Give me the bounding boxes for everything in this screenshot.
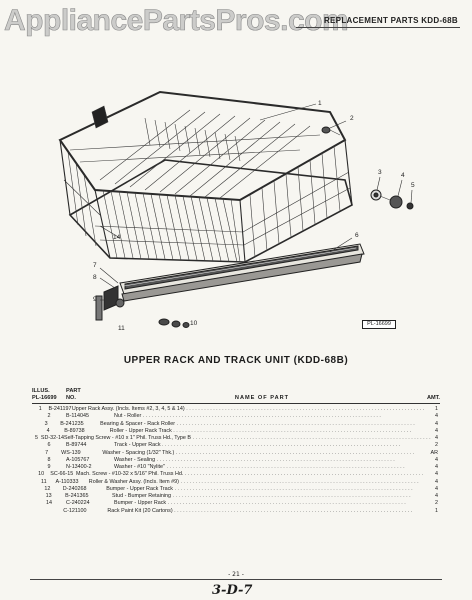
illus-cell: 4 [46, 427, 50, 434]
illus-header: ILLUS. [32, 388, 50, 394]
callout-10: 10 [190, 320, 198, 327]
table-row [32, 471, 440, 478]
illus-cell: 2 [47, 413, 51, 420]
callout-6: 6 [355, 232, 359, 239]
table-row [32, 450, 440, 457]
part-name-cell [64, 435, 431, 442]
part-number-cell: A-110333 [55, 478, 79, 485]
part-name-text: Bumper - Upper Rack Track [106, 485, 174, 492]
part-name-text: Washer - #10 "Nylite" [114, 464, 165, 470]
part-number-cell: N-13400-2 [66, 464, 92, 470]
amount-cell: 4 [434, 493, 438, 499]
amount-cell: 4 [435, 427, 438, 434]
amount-cell: 4 [435, 456, 438, 463]
rack-wires [64, 106, 350, 262]
illus-cell: 9 [47, 464, 51, 470]
table-row [32, 435, 440, 442]
amount-cell: AR [430, 449, 438, 456]
illus-cell: 13 [45, 493, 52, 499]
amount-cell: 4 [435, 413, 438, 420]
amount-cell: 4 [435, 471, 438, 478]
part-name-text: Bumper - Upper Rack [114, 500, 167, 507]
dot-leader: . . . . . . . . . . . . . . . . . . . . . . . . . . . . . . . . . . . . . . . . . . . . . . . . . . . . . . . . . . . . . . . . . . . . . . . . . . . . . . . . [172, 507, 413, 514]
part-number-cell: A-105767 [66, 456, 90, 463]
part-number-cell: B-241197 [48, 406, 72, 412]
dot-leader: . . . . . . . . . . . . . . . . . . . . . . . . . . . . . . . . . . . . . . . . . . . . . . . . . . . . . . . . . . . . . . . . . . . . . . . . . . . . . . . . [175, 420, 415, 427]
part-number-cell: D-240268 [62, 485, 87, 492]
callout-1: 1 [318, 100, 322, 107]
illus-cell: 10 [38, 471, 45, 478]
part-name-text: Track - Upper Rack [114, 442, 161, 449]
callout-9: 9 [93, 296, 97, 303]
illus-cell: 5 [34, 435, 38, 441]
dot-leader: . . . . . . . . . . . . . . . . . . . . . . . . . . . . . . . . . . . . . . . . . . . . . . . . . . . . . . . . . . . . . . . . . . . . . . . . . . . . . . . . [164, 464, 405, 470]
amount-cell: 1 [435, 406, 438, 412]
figure-tag: PL-16699 [362, 320, 396, 329]
table-row [32, 479, 440, 486]
dot-leader: . . . . . . . . . . . . . . . . . . . . . . . . . . . . . . . . . . . . . . . . . . . . . . . . . . . . . . . . . . . . . . . . . . . . . . . . . . . . . . . . [141, 413, 381, 420]
part-name-text: Washer - Sealing [114, 456, 156, 463]
part-name-text: Nut - Roller [114, 413, 142, 420]
dot-leader: . . . . . . . . . . . . . . . . . . . . . . . . . . . . . . . . . . . . . . . . . . . . . . . . . . . . . . . . . . . . . . . . . . . . . . . . . . . . . . . . [171, 427, 412, 434]
dot-leader: . . . . . . . . . . . . . . . . . . . . . . . . . . . . . . . . . . . . . . . . . . . . . . . . . . . . . . . . . . . . . . . . . . . . . . . . . . . . . . . . [155, 456, 395, 463]
illus-cell: 6 [47, 442, 51, 449]
upper-rack-track [120, 244, 364, 301]
part-name-cell [76, 471, 423, 478]
callout-14: 14 [113, 234, 121, 241]
part-number-cell: WS-139 [61, 449, 81, 456]
amount-cell: 1 [435, 507, 438, 514]
part-name-text: Mach. Screw - #10-32 x 5/16" Phil. Truss Hd. [75, 471, 184, 478]
part-number-cell: SC-66-15 [50, 471, 74, 478]
dot-leader: . . . . . . . . . . . . . . . . . . . . . . . . . . . . . . . . . . . . . . . . . . . . . . . . . . . . . . . . . . . . . . . . . . . . . . . . . . . . . . . . [184, 406, 425, 412]
illus-cell [32, 508, 63, 515]
amt-header: AMT. [426, 395, 440, 401]
illus-cell: 1 [38, 406, 42, 412]
part-name-cell [112, 493, 411, 500]
part-name-cell [110, 428, 412, 435]
part-number-cell: C-121100 [63, 507, 87, 514]
part-name-cell [100, 421, 415, 428]
handwritten-page-mark: 3-D-7 [212, 583, 253, 598]
part-header: PART [66, 388, 81, 394]
name-header: NAME OF PART [234, 395, 290, 401]
part-name-cell [114, 464, 410, 471]
amount-cell: 2 [435, 500, 438, 507]
dot-leader: . . . . . . . . . . . . . . . . . . . . . . . . . . . . . . . . . . . . . . . . . . . . . . . . . . . . . . . . . . . . . . . . . . . . . . . . . . . . . . . . [183, 471, 423, 478]
amount-cell: 4 [435, 464, 438, 470]
illus-cell: 7 [45, 449, 49, 456]
part-name-cell [107, 508, 412, 515]
footer-rule [30, 579, 442, 580]
part-name-cell [106, 486, 412, 493]
dot-leader: . . . . . . . . . . . . . . . . . . . . . . . . . . . . . . . . . . . . . . . . . . . . . . . . . . . . . . . . . . . . . . . . . . . . . . . . . . . . . . . . [160, 442, 401, 449]
part-number-cell: B-114045 [66, 413, 89, 420]
part-name-cell [114, 413, 410, 420]
part-name-text: Stud - Bumper Retaining [112, 493, 172, 499]
callout-3: 3 [378, 169, 382, 176]
callout-8: 8 [93, 274, 97, 281]
header-underline [32, 403, 440, 404]
table-row [32, 508, 440, 515]
table-row [32, 500, 440, 507]
illus-cell: 11 [40, 478, 47, 485]
illus-cell: 3 [44, 420, 48, 427]
callout-11: 11 [118, 325, 125, 332]
amount-cell: 4 [435, 420, 438, 427]
part-number-cell: B-89738 [64, 427, 85, 434]
amount-cell: 4 [435, 478, 438, 485]
parts-header-row-2 [32, 395, 440, 402]
dot-leader: . . . . . . . . . . . . . . . . . . . . . . . . . . . . . . . . . . . . . . . . . . . . . . . . . . . . . . . . . . . . . . . . . . . . . . . . . . . . . . . . [191, 435, 431, 441]
table-row [32, 421, 440, 428]
amount-cell: 4 [435, 485, 438, 492]
illus-cell: 14 [46, 500, 52, 507]
table-row [32, 413, 440, 420]
part-name-text: Self-Tapping Screw - #10 x 1" Phil. Truss Hd., Type B [63, 435, 192, 441]
table-row [32, 486, 440, 493]
illus-cell: 12 [44, 485, 51, 492]
roller-hardware [322, 127, 413, 209]
part-number-cell: B-241365 [65, 493, 89, 499]
parts-rows [32, 406, 440, 515]
part-number-cell: C-240224 [66, 500, 90, 507]
part-number-cell: B-241235 [60, 420, 84, 427]
part-name-text: Upper Rack Assy. (Incls. Items #2, 3, 4, 5 & 14) [71, 406, 185, 412]
illus-cell: 8 [47, 456, 51, 463]
part-name-text: Rack Paint Kit (20 Cartons) [107, 507, 173, 514]
dot-leader: . . . . . . . . . . . . . . . . . . . . . . . . . . . . . . . . . . . . . . . . . . . . . . . . . . . . . . . . . . . . . . . . . . . . . . . . . . . . . . . . [173, 485, 413, 492]
part-name-text: Roller & Washer Assy. (Incls. Item #9) [88, 478, 179, 485]
part-name-cell [89, 479, 419, 486]
table-row [32, 428, 440, 435]
parts-header-row-1 [32, 388, 440, 395]
illus-sub-header: PL-16699 [32, 395, 57, 401]
part-name-cell [102, 450, 414, 457]
amount-cell: 2 [435, 442, 438, 449]
dot-leader: . . . . . . . . . . . . . . . . . . . . . . . . . . . . . . . . . . . . . . . . . . . . . . . . . . . . . . . . . . . . . . . . . . . . . . . . . . . . . . . . [174, 449, 414, 456]
track-bumper [104, 286, 124, 310]
part-name-text: Roller - Upper Rack Track [109, 427, 172, 434]
callout-7: 7 [93, 262, 97, 269]
page-header-title: REPLACEMENT PARTS KDD-68B [323, 16, 458, 25]
callout-4: 4 [401, 172, 405, 179]
part-number-cell: B-89744 [66, 442, 87, 449]
part-name-cell [114, 500, 410, 507]
table-row [32, 493, 440, 500]
parts-list [32, 388, 440, 515]
amount-cell: 4 [435, 435, 438, 441]
table-row [32, 442, 440, 449]
part-name-cell [72, 406, 425, 413]
dot-leader: . . . . . . . . . . . . . . . . . . . . . . . . . . . . . . . . . . . . . . . . . . . . . . . . . . . . . . . . . . . . . . . . . . . . . . . . . . . . . . . . [166, 500, 406, 507]
callout-2: 2 [350, 115, 354, 122]
dot-leader: . . . . . . . . . . . . . . . . . . . . . . . . . . . . . . . . . . . . . . . . . . . . . . . . . . . . . . . . . . . . . . . . . . . . . . . . . . . . . . . . [178, 478, 419, 485]
table-row [32, 457, 440, 464]
part-name-cell [114, 442, 410, 449]
table-row [32, 464, 440, 471]
callout-5: 5 [411, 182, 415, 189]
dot-leader: . . . . . . . . . . . . . . . . . . . . . . . . . . . . . . . . . . . . . . . . . . . . . . . . . . . . . . . . . . . . . . . . . . . . . . . . . . . . . . . . [171, 493, 411, 499]
part-number-cell: SD-32-14 [40, 435, 64, 441]
part-sub-header: NO. [66, 395, 76, 401]
part-name-cell [114, 457, 410, 464]
page-number: - 21 - [228, 571, 244, 578]
section-title: UPPER RACK AND TRACK UNIT (KDD-68B) [123, 355, 349, 366]
table-row [32, 406, 440, 413]
part-name-text: Washer - Spacing (1/32" Thk.) [102, 449, 175, 456]
watermark-logo: AppliancePartsPros.com [4, 4, 349, 37]
part-name-text: Bearing & Spacer - Rack Roller [100, 420, 176, 427]
